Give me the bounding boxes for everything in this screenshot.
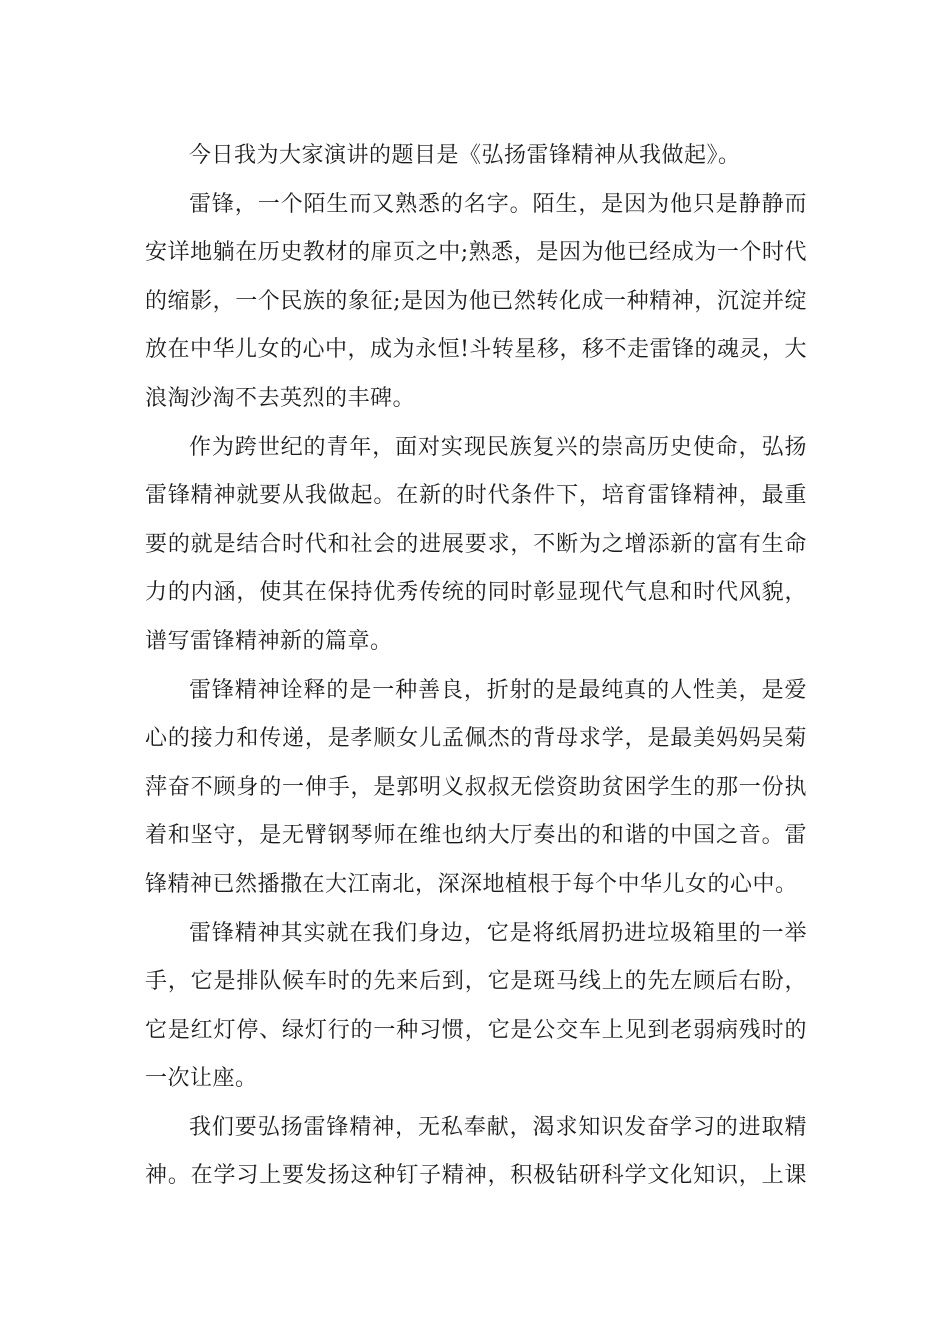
paragraph-line: 锋精神已然播撒在大江南北，深深地植根于每个中华儿女的心中。 <box>145 871 798 897</box>
paragraph-line: 着和坚守，是无臂钢琴师在维也纳大厅奏出的和谐的中国之音。雷 <box>145 823 807 849</box>
paragraph-line: 神。在学习上要发扬这种钉子精神，积极钻研科学文化知识，上课 <box>145 1163 807 1189</box>
paragraph-line: 一次让座。 <box>145 1066 258 1092</box>
paragraph-line: 力的内涵，使其在保持优秀传统的同时彰显现代气息和时代风貌， <box>145 580 807 606</box>
paragraph-kindness <box>145 667 807 910</box>
paragraph-line: 雷锋精神就要从我做起。在新的时代条件下，培育雷锋精神，最重 <box>145 483 807 509</box>
paragraph-title-intro <box>145 132 807 181</box>
paragraph-youth <box>145 424 807 667</box>
paragraph-line: 要的就是结合时代和社会的进展要求，不断为之增添新的富有生命 <box>145 531 807 557</box>
paragraph-line: 手，它是排队候车时的先来后到，它是斑马线上的先左顾后右盼， <box>145 969 807 995</box>
paragraph-line: 它是红灯停、绿灯行的一种习惯，它是公交车上见到老弱病残时的 <box>145 1017 807 1043</box>
paragraph-line: 谱写雷锋精神新的篇章。 <box>145 628 393 654</box>
paragraph-line: 雷锋精神诠释的是一种善良，折射的是最纯真的人性美，是爱 <box>189 677 807 703</box>
paragraph-leifeng-name <box>145 181 807 424</box>
paragraph-line: 安详地躺在历史教材的扉页之中;熟悉，是因为他已经成为一个时代 <box>145 240 807 266</box>
paragraph-study <box>145 1104 807 1201</box>
paragraph-line: 雷锋，一个陌生而又熟悉的名字。陌生，是因为他只是静静而 <box>189 191 807 217</box>
paragraph-line: 浪淘沙淘不去英烈的丰碑。 <box>145 385 416 411</box>
paragraph-line: 今日我为大家演讲的题目是《弘扬雷锋精神从我做起》。 <box>189 143 741 168</box>
paragraph-daily-life <box>145 910 807 1104</box>
paragraph-line: 我们要弘扬雷锋精神，无私奉献，渴求知识发奋学习的进取精 <box>189 1114 807 1140</box>
paragraph-line: 萍奋不顾身的一伸手，是郭明义叔叔无偿资助贫困学生的那一份执 <box>145 774 807 800</box>
paragraph-line: 放在中华儿女的心中，成为永恒!斗转星移，移不走雷锋的魂灵，大 <box>145 337 807 363</box>
paragraph-line: 心的接力和传递，是孝顺女儿孟佩杰的背母求学，是最美妈妈吴菊 <box>145 726 807 752</box>
paragraph-line: 雷锋精神其实就在我们身边，它是将纸屑扔进垃圾箱里的一举 <box>189 920 807 946</box>
paragraph-line: 作为跨世纪的青年，面对实现民族复兴的崇高历史使命，弘扬 <box>189 434 807 460</box>
paragraph-line: 的缩影，一个民族的象征;是因为他已然转化成一种精神，沉淀并绽 <box>145 288 807 314</box>
body-text <box>145 132 807 1201</box>
